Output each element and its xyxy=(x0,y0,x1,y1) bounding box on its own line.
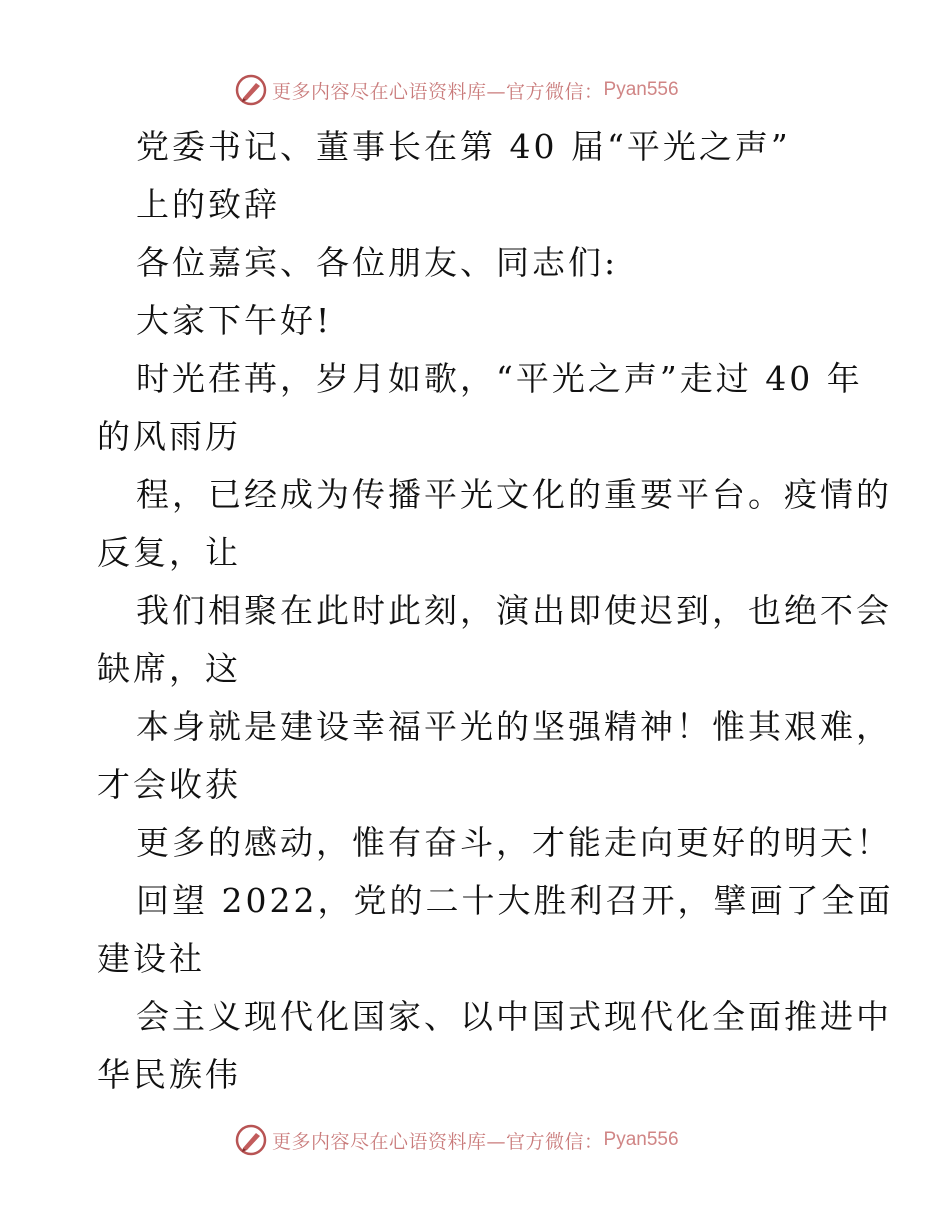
watermark-wechat-id: Pyan556 xyxy=(603,1129,679,1150)
text-line: 更多的感动，惟有奋斗，才能走向更好的明天！ xyxy=(136,823,892,862)
text-line: 的风雨历 xyxy=(97,417,241,456)
text-line: 会主义现代化国家、以中国式现代化全面推进中 xyxy=(136,997,892,1036)
text-line: 反复，让 xyxy=(97,533,241,572)
pen-circle-logo-icon xyxy=(234,1123,268,1157)
watermark-text: 更多内容尽在心语资料库—官方微信： xyxy=(272,1130,604,1153)
text-line: 党委书记、董事长在第 40 届“平光之声” xyxy=(136,127,791,166)
watermark-footer xyxy=(234,1123,679,1157)
text-line: 时光荏苒，岁月如歌，“平光之声”走过 40 年 xyxy=(136,359,863,398)
text-line: 本身就是建设幸福平光的坚强精神！惟其艰难， xyxy=(136,707,892,746)
watermark-text: 更多内容尽在心语资料库—官方微信： xyxy=(272,80,604,103)
watermark-header xyxy=(234,73,679,107)
text-line: 回望 2022，党的二十大胜利召开，擘画了全面 xyxy=(136,881,894,920)
text-line: 华民族伟 xyxy=(97,1055,241,1094)
text-line: 缺席，这 xyxy=(97,649,241,688)
text-line: 程，已经成为传播平光文化的重要平台。疫情的 xyxy=(136,475,892,514)
text-line: 大家下午好! xyxy=(136,301,333,340)
speech-body xyxy=(97,118,894,1104)
watermark-wechat-id: Pyan556 xyxy=(603,79,679,100)
pen-circle-logo-icon xyxy=(234,73,268,107)
text-line: 我们相聚在此时此刻，演出即使迟到，也绝不会 xyxy=(136,591,892,630)
text-line: 建设社 xyxy=(97,939,205,978)
text-line: 才会收获 xyxy=(97,765,241,804)
text-line: 各位嘉宾、各位朋友、同志们: xyxy=(136,243,619,282)
text-line: 上的致辞 xyxy=(136,185,280,224)
